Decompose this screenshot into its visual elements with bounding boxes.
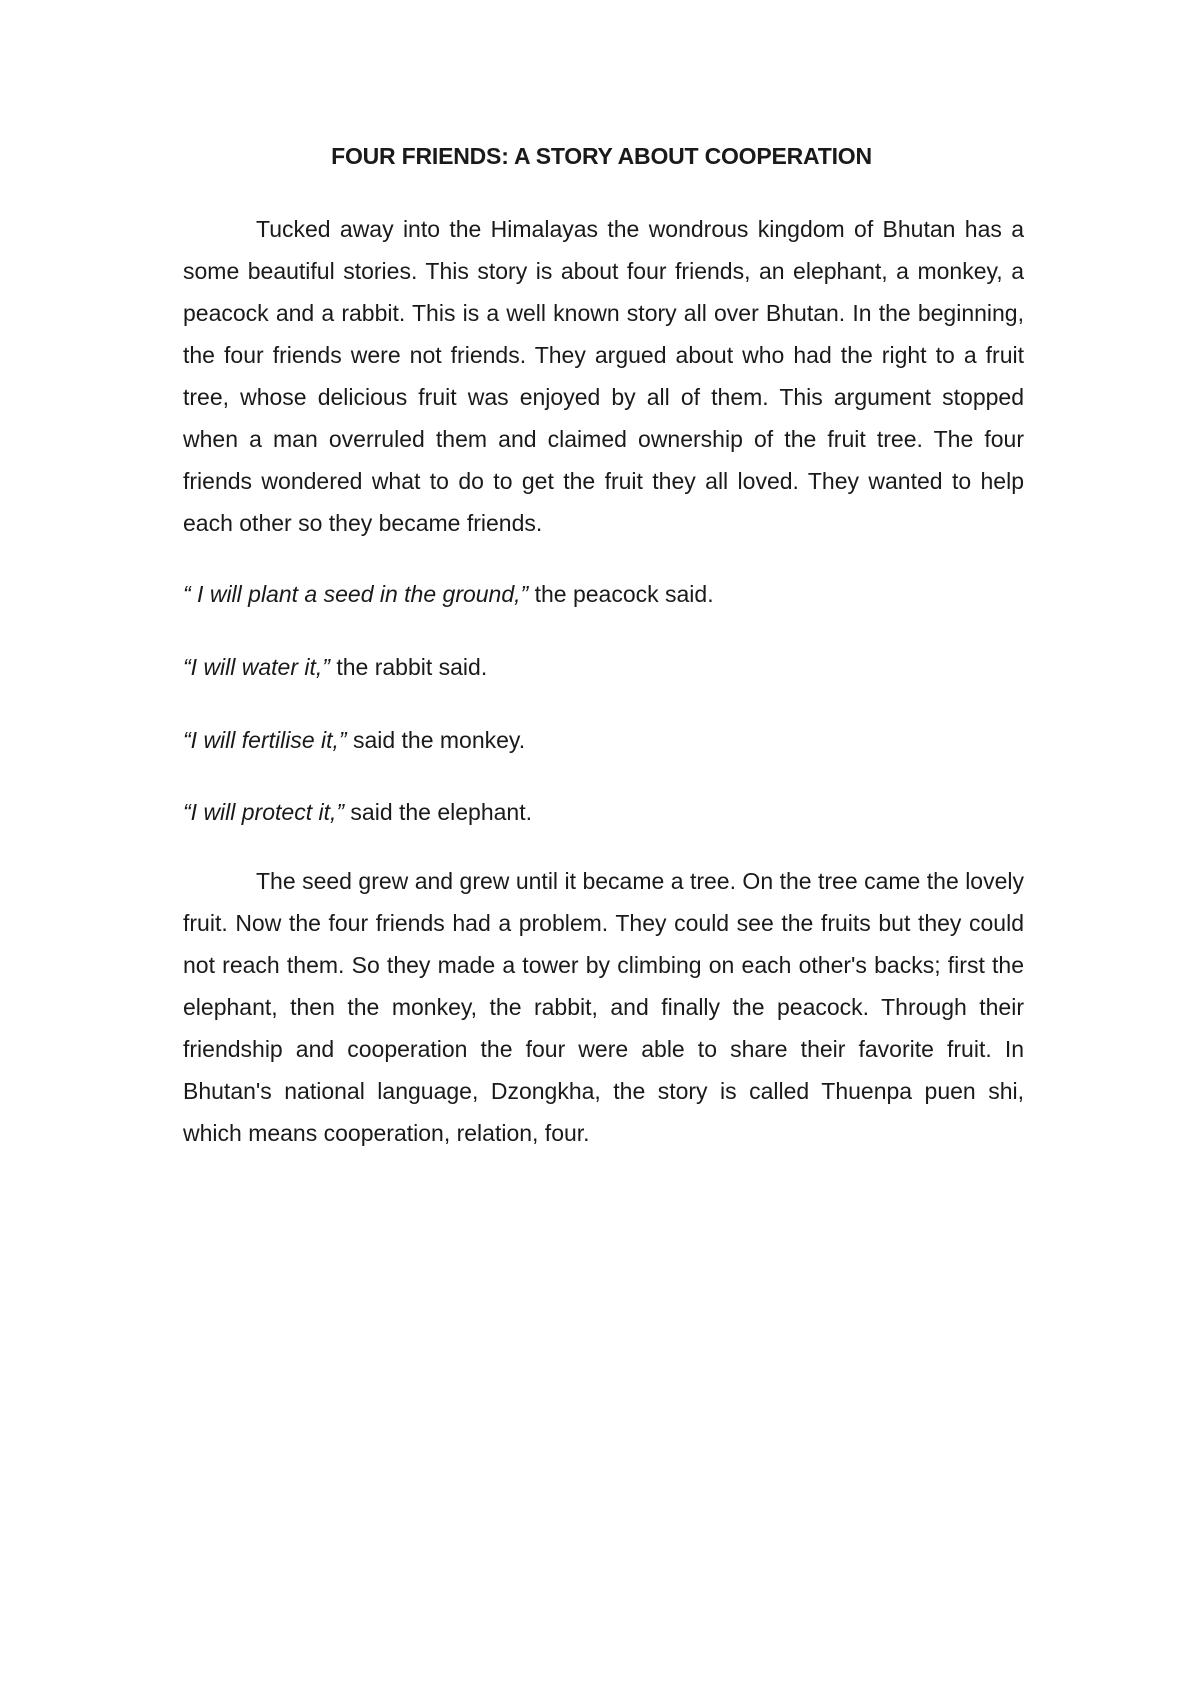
quote-rabbit-attribution: the rabbit said. <box>329 654 488 680</box>
quote-monkey <box>183 719 1024 761</box>
quote-elephant-spoken: “I will protect it,” <box>183 799 345 825</box>
paragraph-conclusion: The seed grew and grew until it became a tree. On the tree came the lovely fruit. Now the four friends had a problem. They could see the fruits but they could not reach them. So they made a tower by climbing on each other's backs; first the elephant, then the monkey, the rabbit, and finally the peacock. Through their friendship and cooperation the four were able to share their favorite fruit. In Bhutan's national language, Dzongkha, the story is called Thuenpa puen shi, which means cooperation, relation, four. <box>183 868 1024 1146</box>
document-title: FOUR FRIENDS: A STORY ABOUT COOPERATION <box>331 143 872 169</box>
quote-rabbit <box>183 646 1024 688</box>
quote-peacock <box>183 573 1024 615</box>
quote-rabbit-spoken: “I will water it,” <box>183 654 330 680</box>
paragraph-intro: Tucked away into the Himalayas the wondrous kingdom of Bhutan has a some beautiful stories. This story is about four friends, an elephant, a monkey, a peacock and a rabbit. This is a well known story all over Bhutan. In the beginning, the four friends were not friends. They argued about who had the right to a fruit tree, whose delicious fruit was enjoyed by all of them. This argument stopped when a man overruled them and claimed ownership of the fruit tree. The four friends wondered what to do to get the fruit they all loved. They wanted to help each other so they became friends. <box>183 216 1024 536</box>
quote-peacock-attribution: the peacock said. <box>528 581 714 607</box>
quote-monkey-attribution: said the monkey. <box>346 727 526 753</box>
quote-monkey-spoken: “I will fertilise it,” <box>183 727 347 753</box>
quote-elephant <box>183 791 1024 833</box>
quote-peacock-spoken: “ I will plant a seed in the ground,” <box>183 581 529 607</box>
quote-elephant-attribution: said the elephant. <box>344 799 533 825</box>
